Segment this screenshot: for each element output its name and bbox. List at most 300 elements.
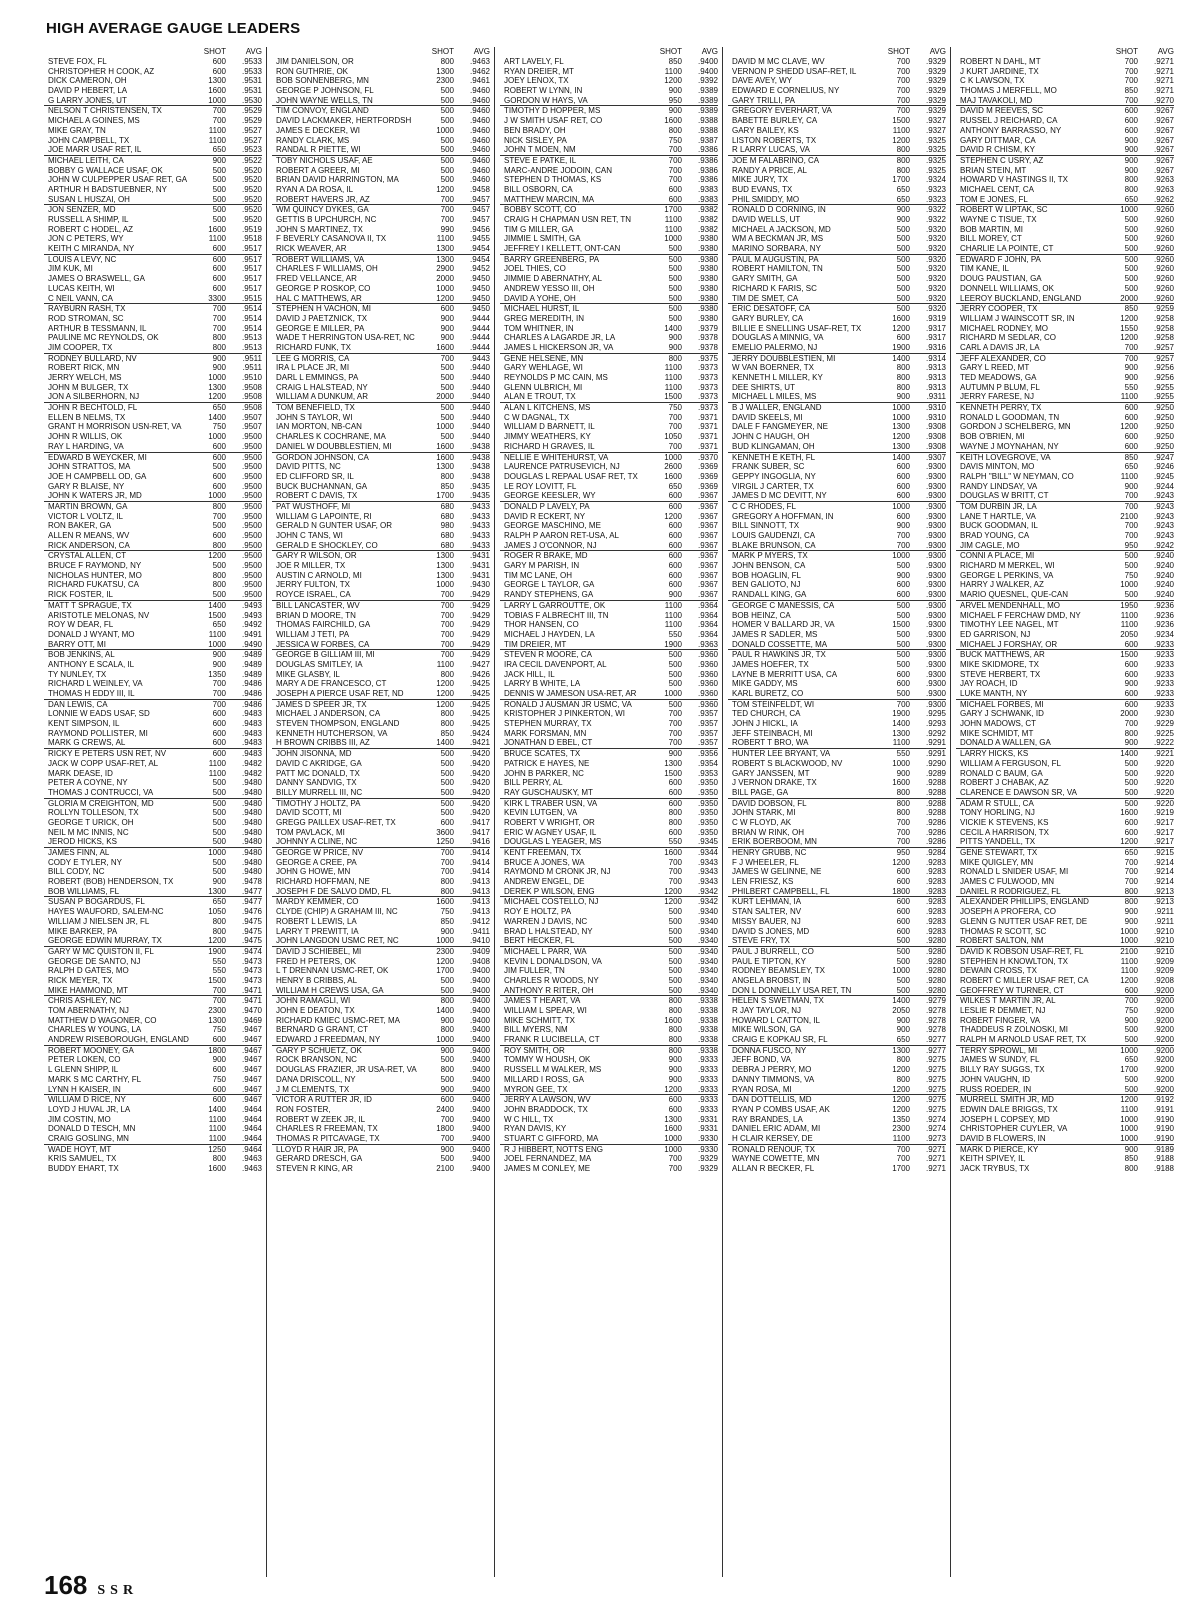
shooter-name: TIMOTHY D HOPPER, MS	[504, 106, 601, 116]
shot-count: 900	[1124, 1015, 1138, 1025]
shooter-name: RICK ANDERSON, CA	[48, 540, 130, 550]
shot-count: 750	[440, 907, 454, 917]
shooter-name: EDWARD J FREEDMAN, NY	[276, 1035, 381, 1045]
shooter-name: CONNI A PLACE, MI	[960, 551, 1035, 561]
shot-count: 900	[668, 342, 682, 352]
average-value: .9300	[925, 471, 946, 481]
shot-count: 600	[896, 877, 910, 887]
shooter-row	[272, 254, 490, 265]
average-value: .9440	[469, 382, 490, 392]
shooter-row	[956, 254, 1174, 265]
average-value: .9360	[697, 689, 718, 698]
shooter-row	[44, 303, 262, 314]
shooter-name: DOUGLAS W BRITT, CT	[960, 491, 1049, 501]
average-value: .9519	[241, 224, 262, 234]
shot-count: 650	[896, 194, 910, 204]
average-value: .9329	[925, 86, 946, 96]
shot-count: 700	[896, 95, 910, 105]
average-value: .9517	[241, 274, 262, 284]
shooter-name: ROBERT A GREER, MI	[276, 165, 360, 175]
shooter-row	[956, 769, 1174, 779]
shooter-row	[272, 699, 490, 710]
shooter-row	[500, 788, 718, 798]
shooter-name: CODY E TYLER, NY	[48, 857, 122, 867]
average-value: .9417	[469, 827, 490, 837]
shot-count: 500	[896, 283, 910, 293]
average-value: .9243	[1153, 521, 1174, 531]
shooter-name: MICHAEL A GOINES, MS	[48, 116, 140, 126]
average-value: .9217	[1153, 827, 1174, 837]
shooter-name: BILLIE E SNELLING USAF-RET, TX	[732, 323, 862, 333]
average-value: .9455	[469, 234, 490, 244]
shot-count: 1200	[436, 184, 454, 194]
shooter-row	[272, 611, 490, 621]
shooter-row	[500, 1016, 718, 1026]
shot-count: 700	[896, 540, 910, 550]
average-value: .9338	[697, 1015, 718, 1025]
shot-count: 1200	[664, 76, 682, 86]
shooter-row	[44, 946, 262, 957]
shooter-name: LEN FRIESZ, KS	[732, 877, 794, 887]
shot-count: 700	[896, 76, 910, 86]
shot-count: 500	[1124, 778, 1138, 788]
shot-count: 700	[440, 629, 454, 639]
average-value: .9431	[469, 551, 490, 561]
shooter-row	[956, 689, 1174, 699]
shooter-row	[956, 234, 1174, 244]
shooter-name: PHILBERT CAMPBELL, FL	[732, 886, 830, 896]
shooter-row	[272, 413, 490, 423]
shooter-name: DAVID J PAETZNICK, TX	[276, 313, 368, 323]
shooter-row	[44, 611, 262, 621]
shot-count: 500	[896, 610, 910, 620]
shot-count: 1100	[892, 738, 910, 748]
shot-count: 800	[212, 1154, 226, 1164]
shooter-row	[956, 1045, 1174, 1056]
shot-count: 1600	[208, 1164, 226, 1173]
shot-count: 800	[896, 373, 910, 382]
average-value: .9320	[925, 304, 946, 314]
shooter-row	[272, 166, 490, 176]
shot-count: 1000	[436, 283, 454, 293]
shot-header: SHOT	[659, 47, 682, 56]
shooter-row	[272, 155, 490, 166]
shooter-name: STEPHEN H KNOWLTON, TX	[960, 956, 1069, 966]
average-value: .9400	[469, 1164, 490, 1173]
shooter-name: ROBERT HAMILTON, TN	[732, 264, 823, 274]
average-value: .9240	[1153, 580, 1174, 590]
average-value: .9275	[925, 1084, 946, 1094]
average-value: .9420	[469, 758, 490, 768]
shooter-row	[500, 314, 718, 324]
shooter-name: GENE STEWART, TX	[960, 848, 1038, 857]
average-value: .9280	[925, 975, 946, 985]
shot-count: 1900	[892, 709, 910, 719]
shooter-name: MIKE GLASBY, IL	[276, 669, 340, 679]
shot-count: 1700	[436, 966, 454, 976]
shooter-row	[500, 995, 718, 1006]
shooter-name: MICHAEL COSTELLO, NJ	[504, 897, 599, 907]
shooter-name: RONALD L GOODMAN, TN	[960, 412, 1060, 422]
average-value: .9300	[925, 659, 946, 669]
average-value: .9400	[469, 1084, 490, 1094]
shot-count: 500	[212, 837, 226, 847]
column-divider	[494, 47, 495, 1577]
shooter-row	[272, 145, 490, 155]
shooter-row	[272, 1055, 490, 1065]
average-value: .9370	[697, 452, 718, 462]
shooter-name: JERRY COOPER, TX	[960, 304, 1038, 314]
shooter-name: ARTHUR B TESSMANN, IL	[48, 323, 147, 333]
shot-count: 700	[1124, 66, 1138, 76]
shooter-name: MIKE HAMMOND, MT	[48, 985, 128, 995]
shooter-row	[500, 1154, 718, 1164]
shot-count: 900	[1124, 373, 1138, 382]
shot-count: 1200	[1120, 422, 1138, 432]
average-value: .9250	[1153, 412, 1174, 422]
shot-count: 1300	[436, 561, 454, 571]
shooter-row	[44, 640, 262, 650]
shooter-name: VICTOR L VOLTZ, IL	[48, 511, 123, 521]
shooter-name: THOMAS FAIRCHILD, GA	[276, 620, 371, 630]
shot-count: 1500	[1120, 650, 1138, 660]
average-value: .9457	[469, 205, 490, 215]
shooter-row	[272, 946, 490, 957]
shooter-row	[728, 145, 946, 155]
shooter-name: BUD EVANS, TX	[732, 184, 793, 194]
average-value: .9480	[241, 867, 262, 877]
average-value: .9500	[241, 452, 262, 462]
average-value: .9329	[925, 76, 946, 86]
shooter-row	[956, 649, 1174, 660]
shot-count: 1500	[892, 116, 910, 126]
average-value: .9425	[469, 689, 490, 698]
shot-count: 1100	[664, 215, 682, 224]
average-value: .9331	[697, 1114, 718, 1124]
shooter-name: EDWARD F JOHN, PA	[960, 254, 1041, 264]
shooter-row	[956, 324, 1174, 334]
shot-count: 950	[668, 95, 682, 105]
average-value: .9420	[469, 808, 490, 818]
shooter-name: JON A SILBERHORN, NJ	[48, 392, 140, 402]
shooter-row	[728, 462, 946, 472]
shooter-row	[956, 105, 1174, 116]
shot-count: 800	[896, 1074, 910, 1084]
shot-count: 800	[212, 570, 226, 580]
shot-count: 500	[440, 373, 454, 382]
shooter-name: L T DRENNAN USMC-RET, OK	[276, 966, 389, 976]
average-value: .9200	[1153, 1084, 1174, 1094]
average-value: .9371	[697, 441, 718, 451]
average-value: .9414	[469, 857, 490, 867]
shot-count: 800	[440, 719, 454, 729]
shot-count: 1000	[436, 125, 454, 135]
shot-count: 2900	[436, 264, 454, 274]
shooter-row	[44, 215, 262, 225]
shot-count: 2050	[1120, 629, 1138, 639]
shooter-name: BOBBY G WALLACE USAF, OK	[48, 165, 163, 175]
shot-count: 500	[440, 412, 454, 422]
shot-count: 1600	[892, 778, 910, 788]
shooter-row	[44, 927, 262, 937]
shooter-name: JOHN G HOWE, MN	[276, 867, 351, 877]
shot-count: 600	[668, 184, 682, 194]
shot-count: 1000	[1120, 205, 1138, 215]
average-value: .9467	[241, 1095, 262, 1105]
average-value: .9400	[697, 66, 718, 76]
shot-count: 600	[212, 749, 226, 759]
shooter-row	[728, 778, 946, 788]
shot-count: 900	[896, 570, 910, 580]
shooter-row	[500, 759, 718, 769]
shooter-row	[728, 699, 946, 710]
shooter-row	[728, 1085, 946, 1095]
shooter-row	[956, 225, 1174, 235]
shooter-name: LUKE MANTH, NY	[960, 689, 1028, 698]
shooter-name: GENE HELSENE, MN	[504, 353, 584, 363]
average-value: .9258	[1153, 313, 1174, 323]
shot-count: 500	[1124, 1084, 1138, 1094]
average-value: .9367	[697, 501, 718, 511]
shooter-row	[956, 1124, 1174, 1134]
average-value: .9480	[241, 848, 262, 857]
average-value: .9400	[469, 1045, 490, 1055]
shot-count: 600	[1124, 827, 1138, 837]
shooter-row	[956, 976, 1174, 986]
shot-count: 500	[212, 808, 226, 818]
shooter-name: GEORGE C MANESSIS, CA	[732, 600, 835, 610]
shooter-row	[500, 580, 718, 590]
average-value: .9457	[469, 215, 490, 224]
shot-count: 500	[668, 313, 682, 323]
average-value: .9192	[1153, 1095, 1174, 1105]
shot-count: 680	[440, 531, 454, 540]
shooter-row	[728, 333, 946, 343]
shot-count: 1100	[664, 620, 682, 630]
shooter-name: ROYCE ISRAEL, CA	[276, 590, 351, 600]
shot-count: 1100	[664, 224, 682, 234]
average-value: .9345	[697, 837, 718, 847]
average-value: .9438	[469, 452, 490, 462]
average-value: .9367	[697, 521, 718, 531]
average-value: .9464	[241, 1133, 262, 1143]
shooter-name: KEITH C MIRANDA, NY	[48, 244, 135, 254]
average-value: .9520	[241, 175, 262, 185]
shot-count: 1200	[436, 956, 454, 966]
shooter-row	[956, 867, 1174, 877]
shooter-name: LANE T HARTLE, VA	[960, 511, 1036, 521]
shooter-row	[500, 550, 718, 561]
shooter-name: MIKE WILSON, GA	[732, 1025, 802, 1035]
average-value: .9480	[241, 817, 262, 827]
shooter-name: JAMES T HEART, VA	[504, 996, 581, 1006]
shooter-row	[272, 1115, 490, 1125]
average-value: .9333	[697, 1084, 718, 1094]
shot-count: 500	[440, 758, 454, 768]
average-value: .9271	[1153, 66, 1174, 76]
average-value: .9213	[1153, 886, 1174, 896]
average-value: .9300	[925, 521, 946, 531]
shot-count: 1300	[892, 422, 910, 432]
shooter-row	[272, 649, 490, 660]
shot-count: 2000	[436, 274, 454, 284]
average-value: .9200	[1153, 1055, 1174, 1065]
shooter-row	[728, 738, 946, 748]
shooter-row	[272, 709, 490, 719]
shooter-name: LARRY HICKS, KS	[960, 749, 1029, 759]
shooter-row	[728, 769, 946, 779]
average-value: .9460	[469, 116, 490, 126]
shooter-name: MAJ TAVAKOLI, MD	[960, 95, 1033, 105]
shot-count: 700	[440, 1114, 454, 1124]
shot-count: 1000	[892, 966, 910, 976]
shooter-name: JOHN B PARKER, NC	[504, 768, 584, 778]
shot-count: 650	[212, 620, 226, 630]
shooter-name: GARY P SCHUETZ, OK	[276, 1045, 362, 1055]
shot-count: 850	[440, 481, 454, 491]
shot-count: 700	[896, 837, 910, 847]
shot-count: 800	[896, 808, 910, 818]
shooter-name: CHRIS ASHLEY, NC	[48, 996, 122, 1006]
shot-count: 700	[440, 1133, 454, 1143]
shot-count: 700	[212, 304, 226, 314]
average-value: .9220	[1153, 778, 1174, 788]
shot-count: 500	[1124, 274, 1138, 284]
shooter-name: JAMES FINN, AL	[48, 848, 110, 857]
shooter-row	[272, 986, 490, 996]
average-value: .9373	[697, 382, 718, 392]
shot-count: 1000	[208, 373, 226, 382]
shooter-row	[272, 303, 490, 314]
shooter-row	[728, 126, 946, 136]
average-value: .9333	[697, 1104, 718, 1114]
shooter-name: CLYDE (CHIP) A GRAHAM III, NC	[276, 907, 398, 917]
shooter-row	[956, 185, 1174, 195]
average-value: .9380	[697, 244, 718, 254]
shot-count: 1700	[1120, 1065, 1138, 1075]
shooter-row	[956, 531, 1174, 541]
shooter-row	[956, 422, 1174, 432]
shooter-name: GARY M PARISH, IN	[504, 561, 580, 571]
shot-count: 500	[1124, 283, 1138, 293]
shooter-name: RANDY STEPHENS, GA	[504, 590, 594, 600]
average-value: .9240	[1153, 561, 1174, 571]
shooter-name: RYAN DREIER, MT	[504, 66, 574, 76]
average-value: .9360	[697, 650, 718, 660]
shot-count: 1200	[664, 511, 682, 521]
shooter-row	[956, 571, 1174, 581]
shooter-name: PITTS YANDELL, TX	[960, 837, 1036, 847]
shooter-row	[956, 1035, 1174, 1045]
average-value: .9240	[1153, 570, 1174, 580]
shooter-row	[44, 1055, 262, 1065]
shot-count: 900	[212, 353, 226, 363]
shooter-row	[728, 798, 946, 809]
shooter-row	[500, 1124, 718, 1134]
shooter-row	[956, 76, 1174, 86]
shot-count: 1300	[208, 76, 226, 86]
average-value: .9250	[1153, 422, 1174, 432]
shooter-row	[500, 472, 718, 482]
average-value: .9325	[925, 155, 946, 165]
shooter-name: BEN BRADY, OH	[504, 125, 566, 135]
shooter-row	[956, 670, 1174, 680]
shot-count: 900	[668, 86, 682, 96]
shooter-row	[500, 966, 718, 976]
shooter-row	[44, 600, 262, 611]
shooter-name: ROBERT W LIPTAK, SC	[960, 205, 1048, 215]
shooter-name: JOEL FERNANDEZ, MA	[504, 1154, 592, 1164]
shooter-row	[44, 986, 262, 996]
shooter-name: GARY R BLAISE, NY	[48, 481, 125, 491]
shooter-name: WILLIAM J WAINSCOTT SR, IN	[960, 313, 1075, 323]
average-value: .9367	[697, 551, 718, 561]
shot-count: 700	[1124, 353, 1138, 363]
average-value: .9460	[469, 125, 490, 135]
shot-count: 500	[440, 1055, 454, 1065]
shooter-row	[44, 422, 262, 432]
shooter-row	[272, 244, 490, 254]
shooter-name: TIM DREIER, MT	[504, 639, 567, 649]
shot-count: 800	[896, 155, 910, 165]
average-value: .9400	[469, 1144, 490, 1154]
page	[40, 0, 1200, 1614]
average-value: .9438	[469, 441, 490, 451]
shooter-row	[500, 828, 718, 838]
average-value: .9190	[1153, 1133, 1174, 1143]
shooter-row	[728, 1075, 946, 1085]
shooter-name: ALEXANDER PHILLIPS, ENGLAND	[960, 897, 1089, 907]
shooter-name: WM A BECKMAN JR, MS	[732, 234, 824, 244]
shot-count: 700	[1124, 857, 1138, 867]
shot-count: 680	[440, 511, 454, 521]
shooter-name: BABETTE BURLEY, CA	[732, 116, 818, 126]
shooter-name: STEVE HERBERT, TX	[960, 669, 1041, 679]
average-value: .9460	[469, 155, 490, 165]
average-value: .9340	[697, 926, 718, 936]
shot-count: 500	[668, 264, 682, 274]
average-value: .9208	[1153, 975, 1174, 985]
shot-count: 500	[896, 254, 910, 264]
shooter-name: LESLIE R DEMMET, NJ	[960, 1006, 1046, 1015]
shooter-name: IAN MORTON, NB-CAN	[276, 422, 362, 432]
shot-count: 750	[668, 135, 682, 145]
shot-count: 500	[212, 590, 226, 600]
shot-count: 600	[668, 787, 682, 797]
shot-count: 700	[212, 985, 226, 995]
shooter-name: C C RHODES, FL	[732, 501, 797, 511]
shooter-name: RALPH M ARNOLD USAF RET, TX	[960, 1035, 1087, 1045]
shot-count: 700	[440, 848, 454, 857]
average-value: .9386	[697, 165, 718, 175]
shot-count: 1000	[1120, 1133, 1138, 1143]
shooter-name: WADE HOYT, MT	[48, 1144, 112, 1154]
shooter-row	[956, 343, 1174, 353]
shooter-name: GLENN G NUTTER USAF RET, DE	[960, 916, 1088, 926]
shooter-row	[728, 719, 946, 729]
average-value: .9271	[925, 1144, 946, 1154]
average-value: .9364	[697, 629, 718, 639]
average-value: .9388	[697, 125, 718, 135]
shooter-row	[956, 759, 1174, 769]
shooter-name: STEPHEN MURRAY, TX	[504, 719, 592, 729]
shooter-row	[272, 1045, 490, 1056]
average-value: .9533	[241, 66, 262, 76]
shooter-name: ALAN L KITCHENS, MS	[504, 403, 591, 413]
average-value: .9417	[469, 817, 490, 827]
shooter-name: DAVID PITTS, NC	[276, 462, 341, 472]
shot-count: 1100	[1120, 1104, 1138, 1114]
